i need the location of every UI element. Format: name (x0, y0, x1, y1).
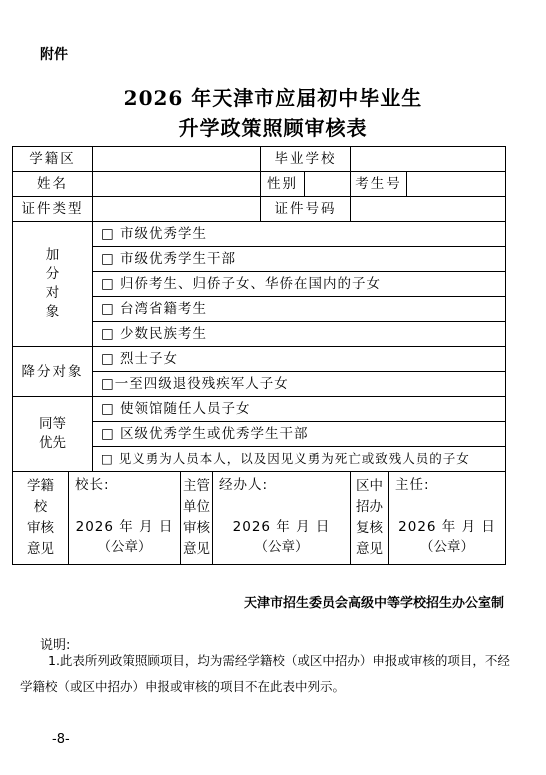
school-registry-field[interactable] (93, 147, 261, 172)
reduced-group-label: 降分对象 (13, 347, 93, 397)
handler-label: 经办人: (219, 477, 269, 493)
bonus-option-3[interactable]: □ 归侨考生、归侨子女、华侨在国内的子女 (93, 272, 506, 297)
label-id-number: 证件号码 (261, 197, 351, 222)
gender-field[interactable] (305, 172, 351, 197)
bonus-option-2[interactable]: □ 市级优秀学生干部 (93, 247, 506, 272)
bonus-option-1[interactable]: □ 市级优秀学生 (93, 222, 506, 247)
school-opinion-label: 学籍 校 审核 意见 (13, 472, 69, 565)
director-label: 主任: (395, 477, 430, 493)
equal-option-2[interactable]: □ 区级优秀学生或优秀学生干部 (93, 422, 506, 447)
principal-label: 校长: (75, 477, 110, 493)
label-school-registry: 学籍区 (13, 147, 93, 172)
id-type-field[interactable] (93, 197, 261, 222)
bonus-option-5[interactable]: □ 少数民族考生 (93, 322, 506, 347)
handler-signature-box[interactable] (213, 472, 351, 565)
graduate-school-field[interactable] (351, 147, 506, 172)
label-name: 姓名 (13, 172, 93, 197)
label-graduate-school: 毕业学校 (261, 147, 351, 172)
note-paragraph-1: 1.此表所列政策照顾项目，均为需经学籍校（或区中招办）申报或审核的项目，不经学籍校（或区中招办）申报或审核的项目不在此表中列示。 (20, 653, 510, 694)
handler-seal: （公章） (254, 539, 309, 555)
district-opinion-label: 区中 招办 复核 意见 (351, 472, 389, 565)
name-field[interactable] (93, 172, 261, 197)
form-title-line2: 升学政策照顾审核表 (178, 116, 368, 140)
notes-heading: 说明: (40, 638, 71, 653)
review-form-table (12, 146, 506, 565)
attachment-label: 附件 (40, 47, 68, 63)
label-gender: 性别 (261, 172, 305, 197)
issuing-office: 天津市招生委员会高级中等学校招生办公室制 (243, 596, 504, 611)
equal-option-3[interactable]: □ 见义勇为人员本人，以及因见义勇为死亡或致残人员的子女 (93, 447, 506, 472)
form-title-line1: 2026 年天津市应届初中毕业生 (123, 86, 423, 110)
principal-signature-box[interactable] (69, 472, 181, 565)
reduced-option-1[interactable]: □ 烈士子女 (93, 347, 506, 372)
exam-number-field[interactable] (407, 172, 506, 197)
principal-seal: （公章） (97, 539, 152, 555)
unit-opinion-label: 主管 单位 审核 意见 (181, 472, 213, 565)
director-seal: （公章） (420, 539, 475, 555)
bonus-group-label: 加 分 对 象 (13, 222, 93, 347)
page-number: -8- (52, 732, 70, 747)
principal-date: 2026 年 月 日 (75, 519, 174, 535)
bonus-option-4[interactable]: □ 台湾省籍考生 (93, 297, 506, 322)
equal-priority-label: 同等 优先 (13, 397, 93, 472)
equal-option-1[interactable]: □ 使领馆随任人员子女 (93, 397, 506, 422)
id-number-field[interactable] (351, 197, 506, 222)
label-id-type: 证件类型 (13, 197, 93, 222)
director-date: 2026 年 月 日 (398, 519, 496, 535)
director-signature-box[interactable] (389, 472, 506, 565)
handler-date: 2026 年 月 日 (232, 519, 331, 535)
reduced-option-2[interactable]: □一至四级退役残疾军人子女 (93, 372, 506, 397)
label-exam-number: 考生号 (351, 172, 407, 197)
